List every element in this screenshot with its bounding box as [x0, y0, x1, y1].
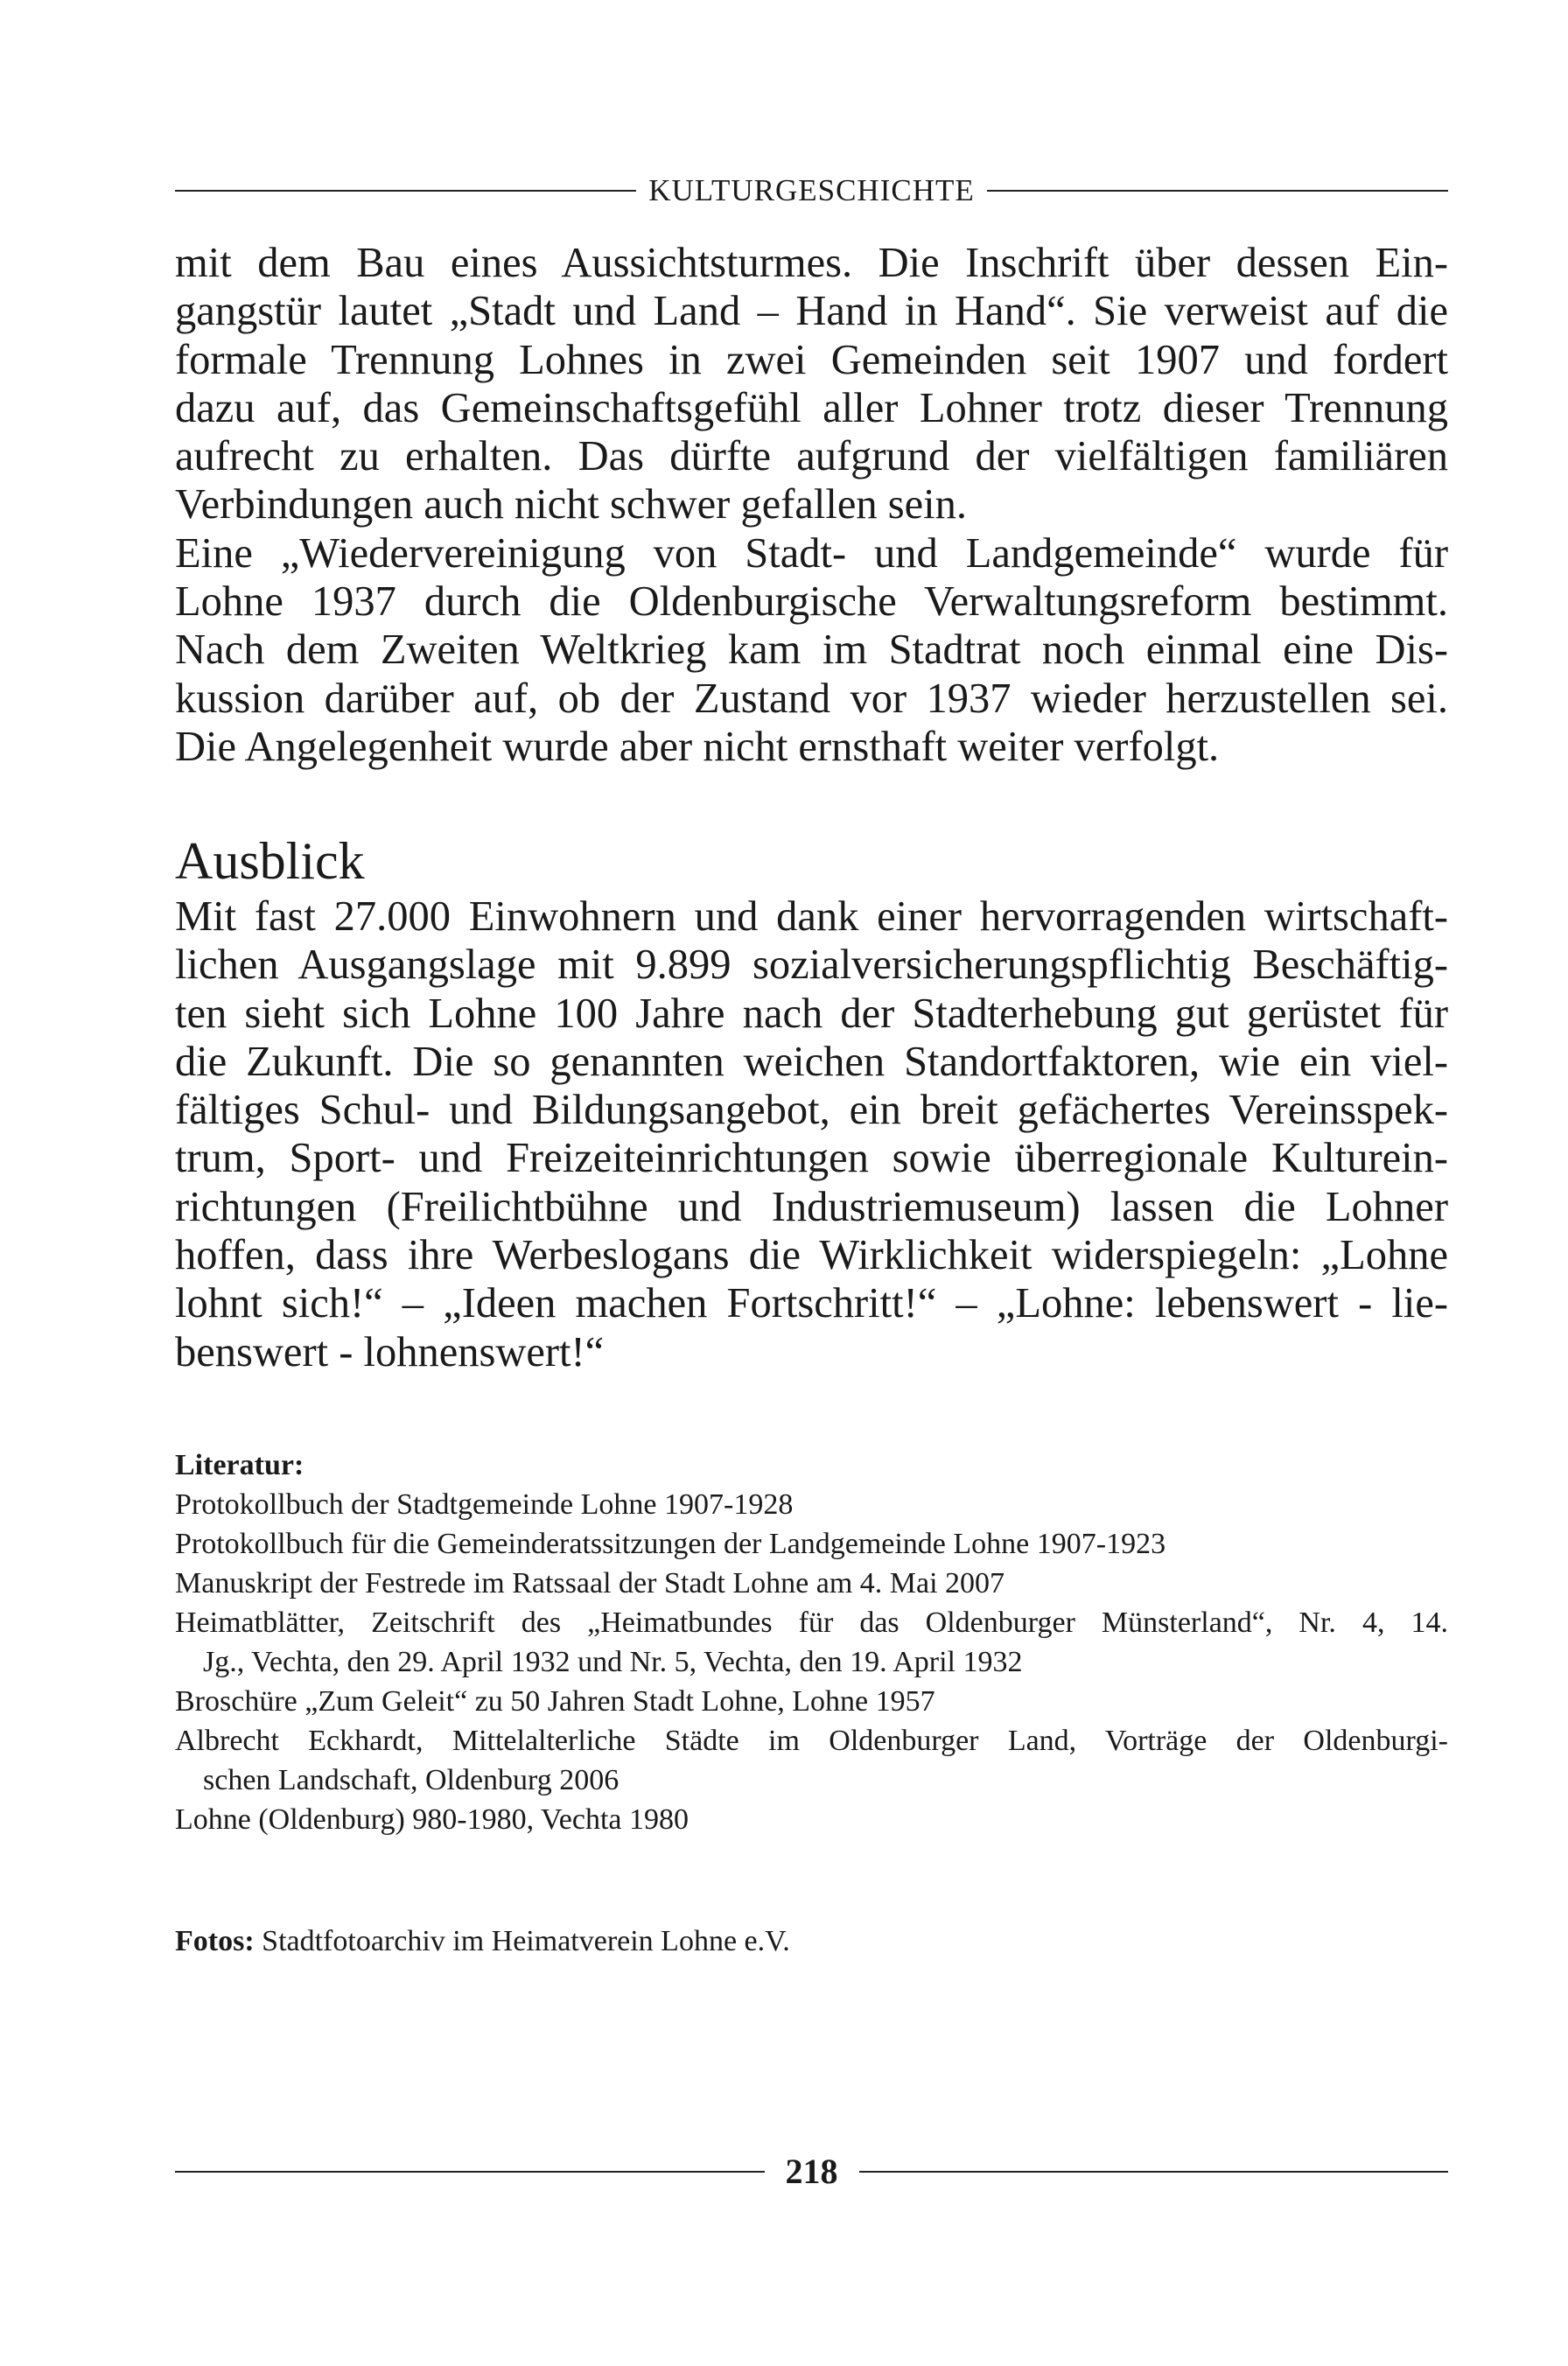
page-footer	[175, 2151, 1448, 2192]
text-line: kussion darüber auf, ob der Zustand vor 1937 wieder herzustellen sei.	[175, 675, 1448, 722]
references-section	[175, 1446, 1448, 1839]
reference-entry: Broschüre „Zum Geleit“ zu 50 Jahren Stadt Lohne, Lohne 1957	[175, 1685, 935, 1718]
text-line: benswert - lohnenswert!“	[175, 1328, 605, 1376]
references-title: Literatur:	[175, 1449, 304, 1481]
text-line: Eine „Wiedervereinigung von Stadt- und Landgemeinde“ wurde für	[175, 529, 1448, 577]
section-heading: Ausblick	[175, 832, 365, 890]
reference-entry: Manuskript der Festrede im Ratssaal der Stadt Lohne am 4. Mai 2007	[175, 1567, 1005, 1600]
reference-entry: Albrecht Eckhardt, Mittelalterliche Städte im Oldenburger Land, Vorträge der Oldenburgi-	[175, 1725, 1448, 1757]
text-line: trum, Sport- und Freizeiteinrichtungen sowie überregionale Kulturein-	[175, 1135, 1448, 1182]
text-line: formale Trennung Lohnes in zwei Gemeinden seit 1907 und fordert	[175, 336, 1448, 383]
text-line: Verbindungen auch nicht schwer gefallen sein.	[175, 481, 968, 528]
text-line: dazu auf, das Gemeinschaftsgefühl aller Lohner trotz dieser Trennung	[175, 384, 1448, 431]
photo-credits-label: Fotos:	[175, 1925, 255, 1957]
text-line: Mit fast 27.000 Einwohnern und dank einer hervorragenden wirtschaft-	[175, 893, 1448, 940]
text-line: die Zukunft. Die so genannten weichen Standortfaktoren, wie ein viel-	[175, 1038, 1448, 1085]
text-line: richtungen (Freilichtbühne und Industriemuseum) lassen die Lohner	[175, 1183, 1448, 1230]
text-line: aufrecht zu erhalten. Das dürfte aufgrund der vielfältigen familiären	[175, 433, 1448, 480]
running-title: KULTURGESCHICHTE	[648, 173, 975, 207]
reference-entry-continuation: schen Landschaft, Oldenburg 2006	[203, 1764, 620, 1796]
reference-entry: Protokollbuch der Stadtgemeinde Lohne 1907-1928	[175, 1488, 794, 1521]
text-line: lichen Ausgangslage mit 9.899 sozialversicherungspflichtig Beschäftig-	[175, 942, 1448, 989]
footer-rule-left	[175, 2171, 765, 2173]
header-rule-left	[175, 190, 636, 192]
text-line: Nach dem Zweiten Weltkrieg kam im Stadtrat noch einmal eine Dis-	[175, 626, 1448, 674]
text-line: lohnt sich!“ – „Ideen machen Fortschritt!“ – „Lohne: lebenswert - lie-	[175, 1280, 1448, 1327]
reference-entry: Protokollbuch für die Gemeinderatssitzungen der Landgemeinde Lohne 1907-1923	[175, 1528, 1166, 1560]
text-line: Die Angelegenheit wurde aber nicht ernsthaft weiter verfolgt.	[175, 723, 1220, 770]
page-number: 218	[785, 2152, 838, 2191]
reference-entry-continuation: Jg., Vechta, den 29. April 1932 und Nr. 5, Vechta, den 19. April 1932	[203, 1646, 1023, 1678]
reference-entry: Lohne (Oldenburg) 980-1980, Vechta 1980	[175, 1803, 690, 1836]
body-paragraphs-1	[175, 239, 1448, 771]
text-line: ten sieht sich Lohne 100 Jahre nach der Stadterhebung gut gerüstet für	[175, 990, 1448, 1037]
text-line: hoffen, dass ihre Werbeslogans die Wirklichkeit widerspiegeln: „Lohne	[175, 1232, 1448, 1279]
text-line: Lohne 1937 durch die Oldenburgische Verwaltungsreform bestimmt.	[175, 578, 1448, 626]
text-line: fältiges Schul- und Bildungsangebot, ein breit gefächertes Vereinsspek-	[175, 1087, 1448, 1134]
text-line: mit dem Bau eines Aussichtsturmes. Die Inschrift über dessen Ein-	[175, 240, 1448, 286]
running-header	[175, 173, 1448, 208]
body-paragraphs-2	[175, 892, 1448, 1376]
photo-credits	[175, 1922, 790, 1961]
photo-credits-text: Stadtfotoarchiv im Heimatverein Lohne e.V.	[254, 1925, 790, 1957]
header-rule-right	[987, 190, 1448, 192]
text-line: gangstür lautet „Stadt und Land – Hand in Hand“. Sie verweist auf die	[175, 288, 1448, 335]
footer-rule-right	[859, 2171, 1449, 2173]
reference-entry: Heimatblätter, Zeitschrift des „Heimatbundes für das Oldenburger Münsterland“, Nr. 4, 14.	[175, 1606, 1448, 1639]
